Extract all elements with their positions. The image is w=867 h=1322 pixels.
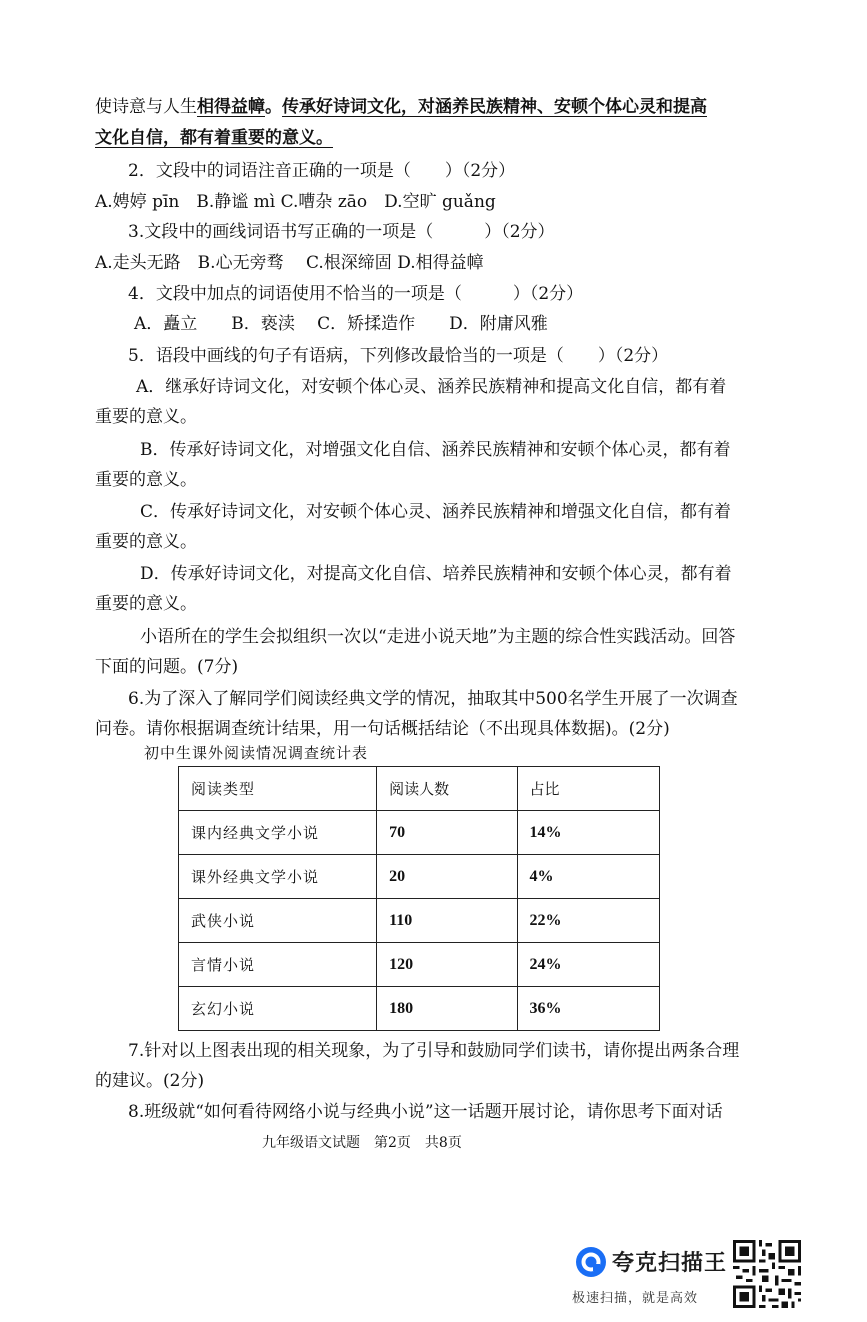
question-8: 8.班级就“如何看待网络小说与经典小说”这一话题开展讨论，请你思考下面对话 [128, 1102, 723, 1122]
question-2: 2．文段中的词语注音正确的一项是（ ）（2分） [128, 161, 516, 181]
underlined-sentence: 文化自信，都有着重要的意义。 [95, 128, 333, 148]
reading-survey-table [178, 766, 660, 1031]
table-cell: 课内经典文学小说 [179, 811, 377, 855]
table-row [179, 899, 660, 943]
passage-line-1 [95, 96, 775, 118]
question-3-options: A.走头无路 B.心无旁骛 C.根深缔固 D.相得益幛 [95, 253, 484, 273]
activity-intro-cont: 下面的问题。(7分) [95, 657, 239, 677]
question-3: 3.文段中的画线词语书写正确的一项是（ ）（2分） [128, 222, 555, 242]
table-cell: 24% [517, 943, 659, 987]
table-cell: 20 [377, 855, 517, 899]
table-row [179, 987, 660, 1031]
question-4: 4．文段中加点的词语使用不恰当的一项是（ ）（2分） [128, 284, 584, 304]
watermark-app-name: 夸克扫描王 [612, 1251, 728, 1276]
page-footer: 九年级语文试题 第2页 共8页 [262, 1135, 462, 1151]
scanner-logo-icon [575, 1246, 607, 1278]
table-row [179, 943, 660, 987]
question-5-option-d: D．传承好诗词文化，对提高文化自信、培养民族精神和安顿个体心灵，都有着 [140, 564, 732, 584]
question-5-option-b: B．传承好诗词文化，对增强文化自信、涵养民族精神和安顿个体心灵，都有着 [140, 440, 731, 460]
question-5-option-a: A．继承好诗词文化，对安顿个体心灵、涵养民族精神和提高文化自信，都有着 [136, 377, 727, 397]
question-7-cont: 的建议。(2分) [95, 1071, 205, 1091]
question-5-option-d-cont: 重要的意义。 [95, 594, 197, 614]
underlined-word: 相得益幛 [197, 97, 265, 117]
table-header: 占比 [517, 767, 659, 811]
table-row [179, 811, 660, 855]
table-cell: 4% [517, 855, 659, 899]
table-cell: 110 [377, 899, 517, 943]
activity-intro: 小语所在的学生会拟组织一次以“走进小说天地”为主题的综合性实践活动。回答 [140, 627, 736, 647]
question-7: 7.针对以上图表出现的相关现象，为了引导和鼓励同学们读书，请你提出两条合理 [128, 1041, 740, 1061]
underlined-sentence: 传承好诗词文化，对涵养民族精神、安顿个体心灵和提高 [282, 97, 707, 117]
table-cell: 180 [377, 987, 517, 1031]
table-cell: 玄幻小说 [179, 987, 377, 1031]
table-header-row [179, 767, 660, 811]
table-cell: 言情小说 [179, 943, 377, 987]
question-2-options: A.娉婷 pīn B.静谧 mì C.嘈杂 zāo D.空旷 guǎng [95, 192, 496, 212]
question-6: 6.为了深入了解同学们阅读经典文学的情况，抽取其中500名学生开展了一次调查 [128, 689, 738, 709]
table-title: 初中生课外阅读情况调查统计表 [144, 744, 369, 762]
passage-text: 使诗意与人生 [95, 97, 197, 117]
table-row [179, 855, 660, 899]
table-header: 阅读人数 [377, 767, 517, 811]
qr-code-icon [733, 1240, 801, 1308]
question-6-cont: 问卷。请你根据调查统计结果，用一句话概括结论（不出现具体数据)。(2分) [95, 719, 670, 739]
table-cell: 14% [517, 811, 659, 855]
question-5-option-b-cont: 重要的意义。 [95, 470, 197, 490]
passage-line-2 [95, 127, 775, 149]
table-cell: 课外经典文学小说 [179, 855, 377, 899]
question-5: 5．语段中画线的句子有语病，下列修改最恰当的一项是（ ）（2分） [128, 346, 669, 366]
passage-text: 。 [265, 97, 282, 117]
table-cell: 70 [377, 811, 517, 855]
table-cell: 武侠小说 [179, 899, 377, 943]
question-5-option-c-cont: 重要的意义。 [95, 532, 197, 552]
table-cell: 22% [517, 899, 659, 943]
table-header: 阅读类型 [179, 767, 377, 811]
question-4-options: A．矗立 B．亵渎 C．矫揉造作 D．附庸风雅 [134, 314, 548, 334]
watermark-slogan: 极速扫描，就是高效 [572, 1291, 699, 1306]
table-cell: 36% [517, 987, 659, 1031]
table-cell: 120 [377, 943, 517, 987]
question-5-option-c: C．传承好诗词文化，对安顿个体心灵、涵养民族精神和增强文化自信，都有着 [140, 502, 732, 522]
question-5-option-a-cont: 重要的意义。 [95, 407, 197, 427]
